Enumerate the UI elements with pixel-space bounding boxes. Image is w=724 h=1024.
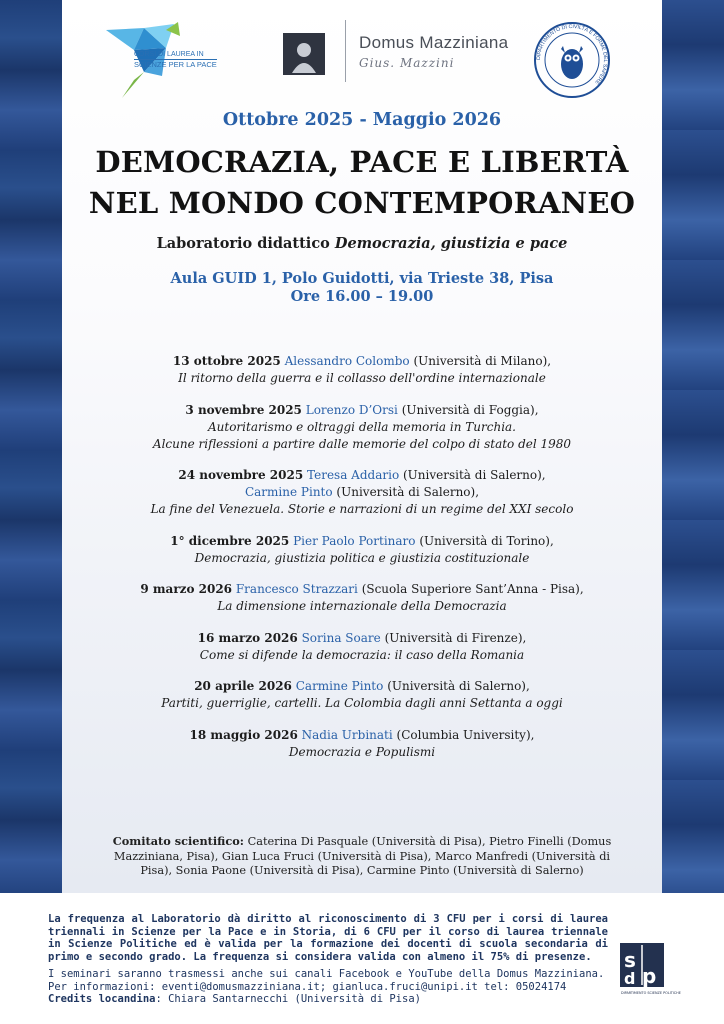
event-item	[62, 402, 662, 453]
event-date: 18 maggio 2026	[189, 727, 298, 742]
cfu-notice: La frequenza al Laboratorio dà diritto al riconoscimento di 3 CFU per i corsi di laurea triennali in Scienze per la Pace e in Storia, di 6 CFU per il corso di laurea triennale in Scienze Politiche ed è valida per la formazione dei docenti di scuola secondaria di primo e secondo grado. La frequenza si considera valida con almeno il 75% di presenze.	[48, 913, 608, 963]
event-affiliation: (Columbia University),	[396, 727, 535, 742]
venue-block	[62, 270, 662, 306]
mazzini-signature: Gius. Mazzini	[359, 56, 455, 70]
logo-bar	[62, 0, 662, 110]
event-date: 20 aprile 2026	[194, 679, 292, 693]
committee-members: Caterina Di Pasquale (Università di Pisa), Pietro Finelli (Domus Mazziniana, Pisa), Gian Luca Fruci (Università di Pisa), Marco Manfredi (Università di Pisa), Sonia Paone (Università di Pisa), Carmine Pinto (Università di Salerno)	[113, 835, 612, 877]
event-affiliation: (Università di Firenze),	[384, 630, 527, 645]
event-title: Partiti, guerriglie, cartelli. La Colombia dagli anni Settanta a oggi	[161, 696, 563, 710]
subtitle-prefix: Laboratorio didattico	[156, 235, 330, 252]
event-speaker: Francesco Strazzari	[235, 582, 358, 596]
title-line-2: NEL MONDO CONTEMPORANEO	[88, 186, 636, 220]
credits-text: : Chiara Santarnecchi (Università di Pisa)	[155, 993, 421, 1005]
footer-info	[48, 913, 608, 1006]
event-title: La dimensione internazionale della Democrazia	[217, 599, 507, 613]
dsp-label: DIPARTIMENTO SCIENZE POLITICHE	[621, 991, 681, 995]
event-time: Ore 16.00 – 19.00	[290, 288, 434, 305]
title-line-1: DEMOCRAZIA, PACE E LIBERTÀ	[95, 145, 629, 179]
contact-info: Per informazioni: eventi@domusmazziniana.it; gianluca.fruci@unipi.it tel: 05024174	[48, 980, 567, 993]
event-affiliation: (Università di Foggia),	[401, 402, 539, 417]
event-item	[62, 467, 662, 518]
committee-label: Comitato scientifico:	[112, 834, 244, 848]
peace-label-line2: SCIENZE PER LA PACE	[134, 60, 217, 69]
event-speaker-2: Carmine Pinto	[244, 485, 333, 499]
peace-course-label	[134, 51, 217, 69]
event-speaker: Sorina Soare	[301, 630, 381, 645]
event-title: Come si difende la democrazia: il caso della Romania	[199, 647, 525, 662]
scientific-committee	[100, 834, 624, 879]
event-affiliation: (Università di Torino),	[419, 533, 554, 548]
dsp-department-logo	[620, 943, 681, 999]
event-date: 13 ottobre 2025	[172, 354, 281, 368]
date-range: Ottobre 2025 - Maggio 2026	[222, 110, 502, 130]
event-affiliation: (Scuola Superiore Sant’Anna - Pisa),	[361, 582, 584, 596]
event-speaker: Lorenzo D’Orsi	[305, 402, 398, 417]
background-photo-left	[0, 0, 62, 893]
event-date: 9 marzo 2026	[140, 582, 233, 596]
event-title: Democrazia, giustizia politica e giustizia costituzionale	[194, 550, 530, 565]
event-item	[62, 353, 662, 387]
event-affiliation-2: (Università di Salerno),	[336, 485, 480, 499]
event-speaker: Alessandro Colombo	[284, 354, 410, 368]
event-date: 3 novembre 2025	[185, 402, 302, 417]
event-speaker: Carmine Pinto	[295, 679, 384, 693]
background-photo-right	[662, 0, 724, 893]
subtitle-italic: Democrazia, giustizia e pace	[334, 235, 568, 252]
event-title: La fine del Venezuela. Storie e narrazioni di un regime del XXI secolo	[150, 502, 574, 516]
events-list	[62, 353, 662, 775]
event-item	[62, 678, 662, 712]
svg-text:p: p	[642, 964, 657, 988]
event-affiliation: (Università di Milano),	[413, 354, 552, 368]
owl-ring-text: DIPARTIMENTO DI CIVILTÀ E FORME DEL SAPERE	[535, 23, 609, 86]
owl-seal-logo	[532, 20, 612, 100]
venue-address: Aula GUID 1, Polo Guidotti, via Trieste 38, Pisa	[170, 270, 554, 287]
svg-text:s: s	[624, 948, 636, 972]
domus-portrait-icon	[283, 33, 325, 75]
event-speaker: Pier Paolo Portinaro	[293, 533, 416, 548]
event-item	[62, 581, 662, 615]
event-speaker: Nadia Urbinati	[301, 727, 393, 742]
event-affiliation: (Università di Salerno),	[387, 679, 530, 693]
event-title-line-2: Alcune riflessioni a partire dalle memorie del colpo di stato del 1980	[152, 436, 572, 451]
logo-divider	[345, 20, 346, 82]
credits-line	[48, 993, 608, 1006]
event-item	[62, 630, 662, 664]
event-title: Democrazia e Populismi	[288, 744, 436, 759]
event-date: 24 novembre 2025	[178, 468, 304, 482]
event-speaker: Teresa Addario	[307, 468, 400, 482]
event-date: 1° dicembre 2025	[170, 533, 290, 548]
event-item	[62, 533, 662, 567]
poster-title	[62, 142, 662, 224]
peace-label-line1: CORSI DI LAUREA IN	[134, 51, 204, 58]
event-affiliation: (Università di Salerno),	[403, 468, 546, 482]
event-date: 16 marzo 2026	[197, 630, 298, 645]
event-item	[62, 727, 662, 761]
poster-subtitle	[62, 235, 662, 252]
broadcast-notice: I seminari saranno trasmessi anche sui canali Facebook e YouTube della Domus Mazziniana.	[48, 968, 605, 980]
event-title: Autoritarismo e oltraggi della memoria in Turchia.	[207, 419, 516, 434]
credits-label: Credits locandina	[48, 993, 156, 1005]
svg-text:d: d	[624, 969, 636, 988]
domus-mazziniana-name: Domus Mazziniana	[359, 33, 509, 52]
event-title: Il ritorno della guerra e il collasso dell'ordine internazionale	[178, 371, 546, 385]
